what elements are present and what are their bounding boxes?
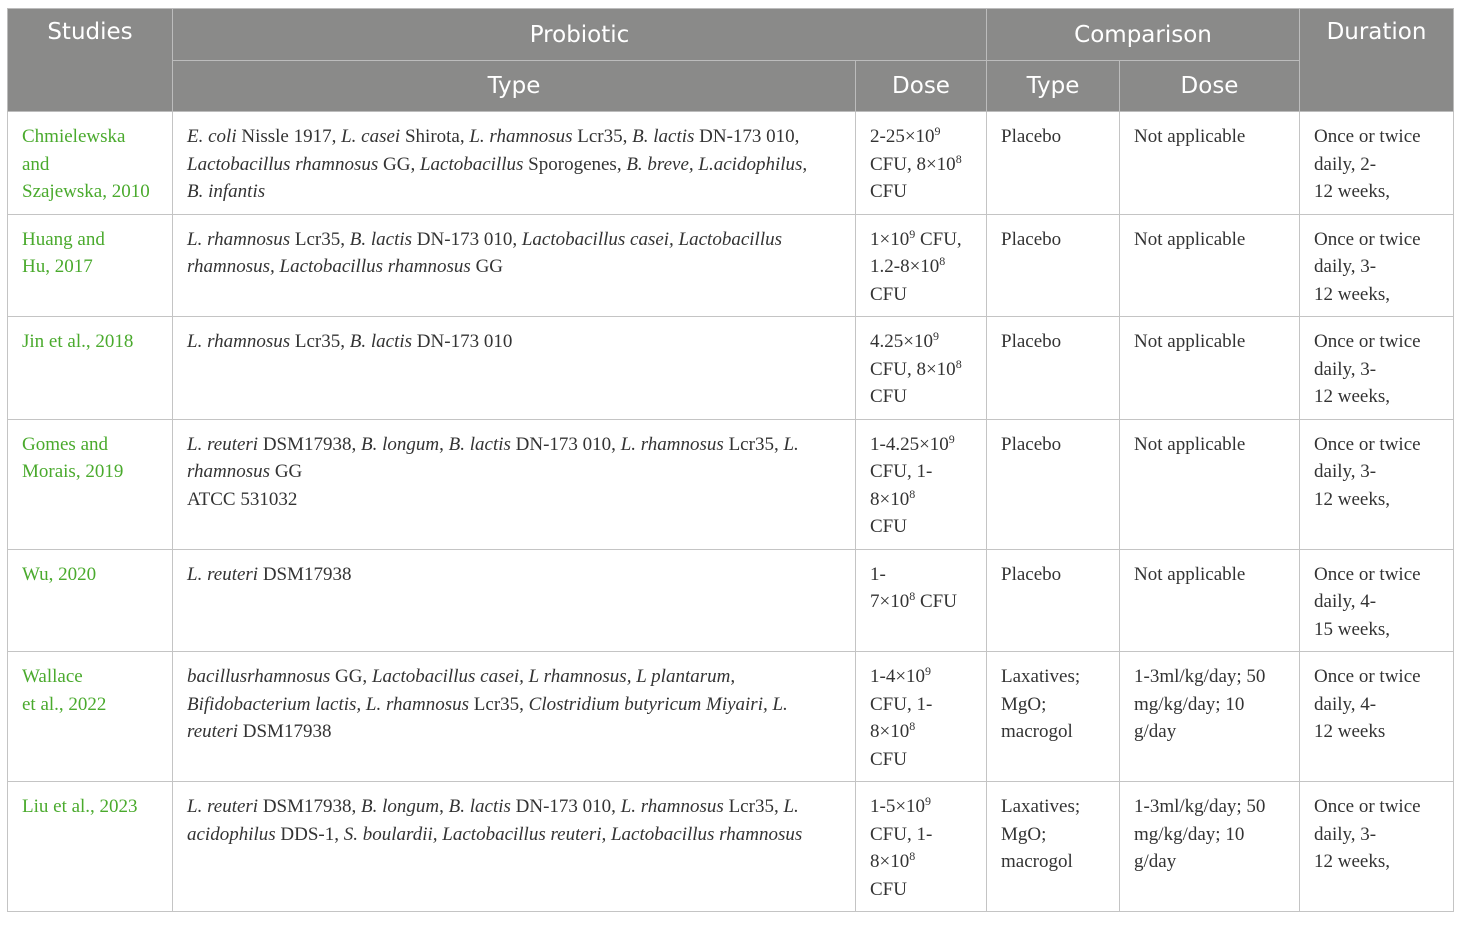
- probiotic-dose-text: CFU: [870, 181, 907, 202]
- study-link: Wallace et al., 2022: [22, 666, 107, 715]
- probiotic-dose-exponent: 8: [909, 589, 916, 603]
- study-link: Huang and Hu, 2017: [22, 228, 105, 277]
- study-link: Chmielewska and Szajewska, 2010: [22, 126, 150, 202]
- probiotic-dose-text: CFU: [870, 878, 907, 900]
- probiotic-type-italic-text: Clostridium butyricum Miyairi, L. reuteri: [187, 693, 788, 742]
- comparison-type: Laxatives; MgO; macrogol: [1001, 666, 1081, 742]
- comparison-type-cell: [987, 652, 1120, 782]
- probiotic-type-text: DN-173 010,: [699, 126, 800, 147]
- probiotic-type-italic-text: L. rhamnosus: [187, 433, 799, 482]
- probiotic-dose-exponent: 8: [909, 849, 916, 863]
- probiotic-type-text: DDS-1,: [275, 823, 344, 845]
- probiotic-dose-text: 1×10: [870, 228, 910, 250]
- probiotic-type-cell: [173, 782, 856, 912]
- duration: Once or twice daily, 3- 12 weeks,: [1314, 796, 1421, 872]
- probiotic-type-text: DSM17938,: [258, 796, 362, 817]
- probiotic-dose-exponent: 9: [932, 329, 939, 343]
- comparison-dose-cell: [1120, 112, 1300, 215]
- probiotic-type-text: Nissle 1917,: [236, 126, 342, 147]
- probiotic-type-italic-text: B. lactis: [349, 331, 413, 352]
- duration: Once or twice daily, 3- 12 weeks,: [1314, 433, 1421, 510]
- probiotic-type-cell: [173, 317, 856, 420]
- comparison-type: Placebo: [1001, 433, 1062, 455]
- probiotic-dose-exponent: 8: [939, 254, 946, 268]
- probiotic-type-text: Lcr35,: [290, 331, 350, 352]
- probiotic-type-italic-text: bacillusrhamnosus: [187, 666, 331, 687]
- header-probiotic-dose: Dose: [856, 61, 987, 112]
- probiotic-type-italic-text: Lactobacillus: [419, 153, 524, 175]
- probiotic-type-text: GG ATCC 531032: [187, 461, 303, 510]
- probiotic-dose-cell: [856, 549, 987, 652]
- probiotic-dose-text: 1-4.25×10: [870, 433, 949, 455]
- probiotic-type-text: DSM17938,: [258, 433, 362, 455]
- probiotic-dose-text: CFU, 1- 8×10: [870, 693, 933, 742]
- comparison-dose: Not applicable: [1134, 228, 1246, 250]
- probiotic-type-text: Shirota,: [400, 126, 470, 147]
- probiotic-dose-exponent: 8: [909, 486, 916, 501]
- probiotic-dose-text: CFU: [915, 591, 957, 612]
- comparison-type-cell: [987, 782, 1120, 912]
- comparison-type-cell: [987, 419, 1120, 549]
- study-cell[interactable]: [8, 549, 173, 652]
- probiotic-type-text: GG: [470, 256, 504, 277]
- study-link: Wu, 2020: [22, 563, 97, 585]
- table-body: [8, 112, 1454, 912]
- probiotic-dose-text: CFU: [870, 283, 907, 305]
- probiotic-type-italic-text: B. longum: [361, 433, 440, 455]
- probiotic-dose-cell: [856, 419, 987, 549]
- duration-cell: [1300, 549, 1454, 652]
- probiotic-type-text: Lcr35,: [572, 126, 633, 147]
- probiotic-type-italic-text: L. rhamnosus: [620, 796, 724, 817]
- probiotic-type-italic-text: Lactobacillus casei, Lactobacillus rhamnosus, Lactobacillus rhamnosus: [187, 228, 783, 277]
- duration: Once or twice daily, 3- 12 weeks,: [1314, 228, 1421, 305]
- study-cell[interactable]: [8, 214, 173, 317]
- probiotic-dose-text: 4.25×10: [870, 331, 933, 352]
- study-link: Jin et al., 2018: [22, 331, 134, 352]
- probiotic-dose-text: CFU, 8×10: [870, 358, 956, 380]
- probiotic-type-italic-text: Lactobacillus rhamnosus: [187, 153, 379, 175]
- comparison-type-cell: [987, 549, 1120, 652]
- probiotic-dose-text: CFU: [870, 386, 907, 407]
- probiotic-type-italic-text: L. rhamnosus: [469, 126, 573, 147]
- table-row: [8, 419, 1454, 549]
- probiotic-dose-exponent: 9: [925, 664, 932, 678]
- comparison-type: Placebo: [1001, 228, 1062, 250]
- duration: Once or twice daily, 2- 12 weeks,: [1314, 126, 1421, 202]
- study-link: Gomes and Morais, 2019: [22, 433, 124, 482]
- comparison-dose: Not applicable: [1134, 331, 1246, 352]
- probiotic-type-italic-text: B. lactis: [632, 126, 695, 147]
- comparison-type: Placebo: [1001, 126, 1062, 147]
- probiotic-dose-cell: [856, 652, 987, 782]
- probiotic-dose-exponent: 9: [925, 794, 932, 808]
- header-duration: Duration: [1300, 9, 1454, 112]
- probiotic-dose-text: 1- 7×10: [870, 563, 910, 612]
- probiotic-dose-text: CFU: [870, 516, 907, 537]
- comparison-dose: Not applicable: [1134, 563, 1246, 585]
- probiotic-type-text: ,: [439, 796, 449, 817]
- table-row: [8, 112, 1454, 215]
- probiotic-type-italic-text: E. coli: [187, 126, 237, 147]
- header-probiotic-type: Type: [173, 61, 856, 112]
- probiotic-type-cell: [173, 214, 856, 317]
- duration-cell: [1300, 652, 1454, 782]
- probiotic-type-italic-text: L. rhamnosus: [187, 228, 291, 250]
- table-row: [8, 652, 1454, 782]
- probiotic-dose-cell: [856, 782, 987, 912]
- duration: Once or twice daily, 4- 15 weeks,: [1314, 563, 1421, 640]
- probiotic-dose-cell: [856, 112, 987, 215]
- probiotic-dose-exponent: 9: [934, 124, 941, 138]
- probiotic-type-italic-text: B. breve, L.acidophilus,: [626, 153, 808, 175]
- duration: Once or twice daily, 4- 12 weeks: [1314, 666, 1421, 742]
- probiotic-dose-text: CFU, 1- 8×10: [870, 461, 933, 510]
- probiotic-type-cell: [173, 112, 856, 215]
- study-cell[interactable]: [8, 317, 173, 420]
- probiotic-type-text: DSM17938: [258, 563, 352, 585]
- probiotic-type-cell: [173, 549, 856, 652]
- probiotic-type-italic-text: B. lactis: [349, 228, 413, 250]
- probiotic-type-italic-text: L. reuteri: [187, 433, 259, 455]
- probiotic-type-text: DN-173 010,: [510, 796, 621, 817]
- probiotic-dose-text: 2-25×10: [870, 126, 935, 147]
- comparison-dose-cell: [1120, 214, 1300, 317]
- probiotic-type-text: Lcr35,: [469, 693, 529, 715]
- duration-cell: [1300, 317, 1454, 420]
- table-header: [8, 9, 1454, 112]
- comparison-type: Laxatives; MgO; macrogol: [1001, 796, 1081, 872]
- probiotic-type-text: DN-173 010,: [510, 433, 621, 455]
- probiotic-type-text: Lcr35,: [290, 228, 350, 250]
- header-studies: Studies: [8, 9, 173, 112]
- comparison-dose-cell: [1120, 549, 1300, 652]
- probiotic-dose-exponent: 9: [909, 226, 916, 241]
- header-comparison-dose: Dose: [1120, 61, 1300, 112]
- probiotic-type-italic-text: L. reuteri: [187, 796, 259, 817]
- probiotic-type-text: ,: [439, 433, 449, 455]
- probiotic-type-italic-text: B. lactis: [448, 796, 511, 817]
- probiotic-type-italic-text: Lactobacillus casei, L rhamnosus, L plantarum, Bifidobacterium lactis, L. rhamnosus: [187, 666, 736, 715]
- duration-cell: [1300, 419, 1454, 549]
- probiotic-type-text: DN-173 010,: [412, 228, 522, 250]
- probiotic-type-italic-text: L. reuteri: [187, 563, 259, 585]
- probiotic-type-cell: [173, 652, 856, 782]
- probiotic-dose-text: CFU, 1.2-8×10: [870, 228, 962, 277]
- probiotic-dose-text: 1-4×10: [870, 666, 926, 687]
- probiotic-dose-text: CFU, 1- 8×10: [870, 823, 933, 872]
- comparison-dose: 1-3ml/kg/day; 50 mg/kg/day; 10 g/day: [1134, 796, 1266, 872]
- probiotic-type-italic-text: L. rhamnosus: [620, 433, 724, 455]
- probiotic-type-italic-text: L. rhamnosus: [187, 331, 291, 352]
- probiotic-dose-cell: [856, 317, 987, 420]
- probiotic-type-text: GG,: [378, 153, 420, 175]
- comparison-dose: 1-3ml/kg/day; 50 mg/kg/day; 10 g/day: [1134, 666, 1266, 742]
- comparison-type-cell: [987, 317, 1120, 420]
- probiotic-dose-text: CFU, 8×10: [870, 153, 956, 175]
- probiotic-dose-exponent: 8: [909, 719, 916, 733]
- comparison-dose-cell: [1120, 782, 1300, 912]
- duration-cell: [1300, 214, 1454, 317]
- probiotic-dose-text: 1-5×10: [870, 796, 926, 817]
- comparison-dose-cell: [1120, 317, 1300, 420]
- comparison-type-cell: [987, 112, 1120, 215]
- header-comparison-type: Type: [987, 61, 1120, 112]
- table-row: [8, 214, 1454, 317]
- probiotic-dose-exponent: 8: [955, 151, 962, 166]
- comparison-type: Placebo: [1001, 331, 1062, 352]
- probiotic-dose-cell: [856, 214, 987, 317]
- probiotic-type-text: DSM17938: [238, 721, 332, 742]
- header-comparison: Comparison: [987, 9, 1300, 61]
- probiotic-type-text: Sporogenes,: [523, 153, 627, 175]
- duration-cell: [1300, 782, 1454, 912]
- comparison-dose: Not applicable: [1134, 126, 1246, 147]
- probiotic-type-italic-text: B. lactis: [448, 433, 511, 455]
- study-cell[interactable]: [8, 782, 173, 912]
- duration: Once or twice daily, 3- 12 weeks,: [1314, 331, 1421, 407]
- comparison-dose-cell: [1120, 419, 1300, 549]
- table-row: [8, 549, 1454, 652]
- study-cell[interactable]: [8, 419, 173, 549]
- study-cell[interactable]: [8, 112, 173, 215]
- comparison-type: Placebo: [1001, 563, 1062, 585]
- probiotic-dose-text: CFU: [870, 748, 907, 770]
- table-row: [8, 782, 1454, 912]
- probiotic-type-italic-text: L. casei: [341, 126, 401, 147]
- comparison-dose-cell: [1120, 652, 1300, 782]
- probiotic-type-italic-text: B. longum: [361, 796, 440, 817]
- probiotic-dose-exponent: 8: [955, 356, 962, 371]
- probiotic-type-text: Lcr35,: [723, 433, 784, 455]
- probiotic-type-cell: [173, 419, 856, 549]
- table-row: [8, 317, 1454, 420]
- probiotic-type-text: Lcr35,: [723, 796, 784, 817]
- studies-table: [7, 8, 1454, 912]
- study-cell[interactable]: [8, 652, 173, 782]
- comparison-type-cell: [987, 214, 1120, 317]
- probiotic-type-text: GG,: [330, 666, 372, 687]
- probiotic-type-italic-text: S. boulardii, Lactobacillus reuteri, Lactobacillus rhamnosus: [343, 823, 803, 845]
- probiotic-dose-exponent: 9: [948, 431, 955, 446]
- comparison-dose: Not applicable: [1134, 433, 1246, 455]
- study-link: Liu et al., 2023: [22, 796, 138, 817]
- probiotic-type-text: DN-173 010: [412, 331, 513, 352]
- duration-cell: [1300, 112, 1454, 215]
- probiotic-type-italic-text: B. infantis: [187, 181, 266, 202]
- probiotic-type-italic-text: L. acidophilus: [187, 796, 799, 845]
- header-probiotic: Probiotic: [173, 9, 987, 61]
